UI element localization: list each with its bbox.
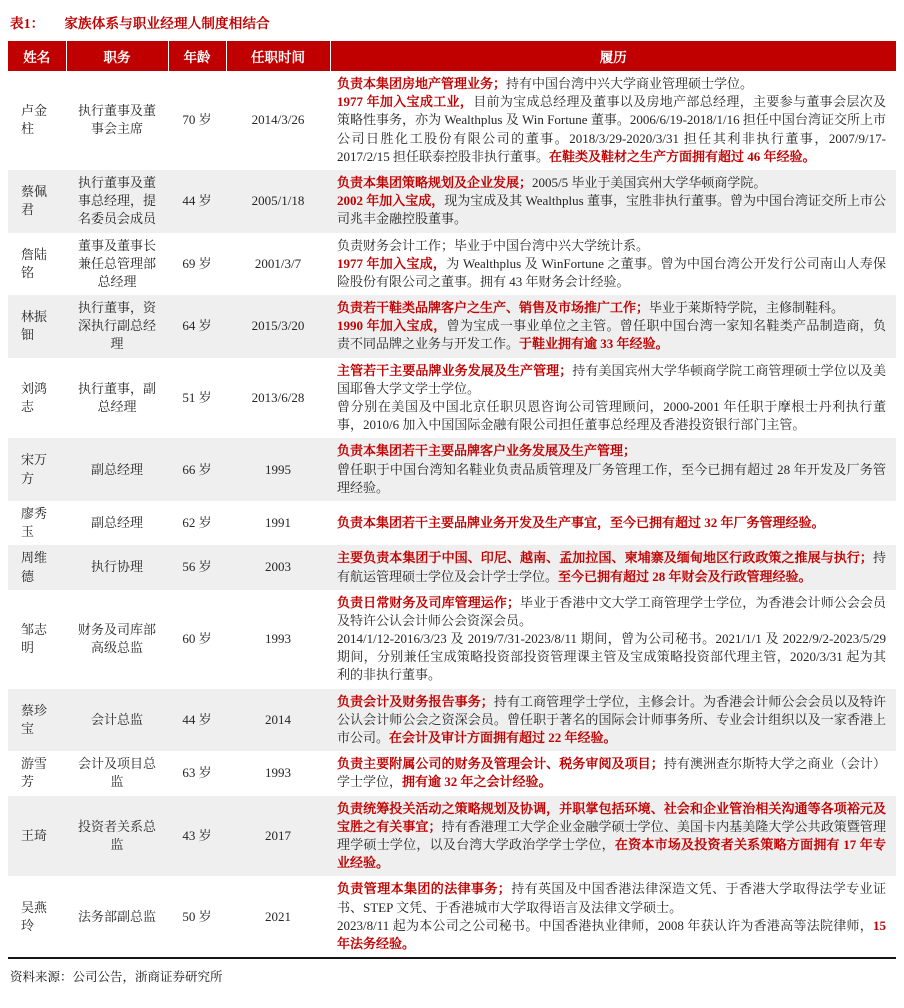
bio-segment: 负责本集团策略规划及企业发展； [337,174,533,190]
source-note: 资料来源：公司公告，浙商证券研究所 [10,970,223,985]
bio-paragraph [337,362,886,398]
name-cell: 刘鸿志 [21,380,48,414]
bio-segment: 毕业于莱斯特学院，主修制鞋科。 [649,300,845,316]
bio-cell [330,170,896,233]
table-number-label: 表1： [10,16,45,31]
bio-segment: 持有航运管理硕士学位及会计学士学位。 [337,550,886,584]
age-cell: 51 岁 [182,389,212,405]
tenure-cell: 1993 [265,631,291,647]
bio-segment: 至今已拥有超过 28 年财会及行政管理经验。 [558,568,812,584]
bio-paragraph [337,442,886,460]
age-cell: 56 岁 [182,559,212,575]
tenure-cell: 2014 [265,711,291,727]
bio-paragraph [337,299,886,317]
position-cell: 执行董事及董事总经理，提名委员会成员 [77,174,156,227]
bio-paragraph [337,693,886,748]
bio-paragraph [337,800,886,873]
position-cell: 财务及司库部高级总监 [77,621,156,656]
tenure-cell: 2017 [265,827,291,843]
age-cell: 63 岁 [182,765,212,781]
table-row [8,71,896,170]
bio-segment: 主要负责本集团于中国、印尼、越南、孟加拉国、柬埔寨及缅甸地区行政政策之推展与执行； [337,550,873,566]
bio-paragraph [337,549,886,585]
bio-segment: 负责若干鞋类品牌客户之生产、销售及市场推广工作； [337,300,650,316]
tenure-cell: 1991 [265,515,291,531]
table-body [8,71,896,958]
age-cell: 66 岁 [182,461,212,477]
name-cell: 林振钿 [21,309,48,343]
bio-segment: 负责本集团若干主要品牌业务开发及生产事宜，至今已拥有超过 32 年厂务管理经验。 [337,515,825,531]
bio-cell [330,233,896,296]
bio-segment: 负责会计及财务报告事务； [337,693,494,709]
bio-paragraph [337,174,886,192]
name-cell: 蔡佩君 [21,184,48,218]
position-cell: 董事及董事长兼任总管理部总经理 [77,237,156,289]
executives-table [8,41,896,959]
bio-cell [330,796,896,877]
bio-segment: 持有香港理工大学企业金融学硕士学位、美国卡内基美隆大学公共政策暨管理理学硕士学位，以及台湾大学政治学学士学位， [337,818,886,852]
bio-segment: 在资本市场及投资者关系策略方面拥有 17 年专业经验。 [337,836,886,871]
column-header-tenure: 任职时间 [226,41,330,71]
bio-paragraph [337,630,886,685]
age-cell: 60 岁 [182,631,212,647]
header-row [8,41,896,71]
bio-segment: 拥有逾 32 年之会计经验。 [402,774,552,790]
bio-paragraph [337,75,886,93]
bio-segment: 2005/5 毕业于美国宾州大学华顿商学院。 [532,174,767,190]
table-title [8,8,896,41]
bio-segment: 持有英国及中国香港法律深造文凭、于香港大学取得法学专业证书、STEP 文凭、于香港城市大学取得语言及法律文学硕士。 [337,881,886,915]
table-row [8,438,896,501]
bio-cell [330,501,896,545]
name-cell: 廖秀玉 [21,505,48,540]
bio-paragraph [337,93,886,166]
bio-segment: 持有中国台湾中兴大学商业管理硕士学位。 [506,76,754,91]
table-row [8,751,896,795]
table-row [8,295,896,358]
bio-segment: 毕业于香港中文大学工商管理学士学位，为香港会计师公会会员及特许公认会计师公会资深会员。 [337,594,886,628]
name-cell: 蔡珍宝 [21,702,48,736]
bio-paragraph [337,917,886,953]
age-cell: 70 岁 [182,112,212,128]
bio-cell [330,590,896,689]
age-cell: 44 岁 [182,711,212,727]
bio-segment: 负责主要附属公司的财务及管理会计、税务审阅及项目； [337,756,664,772]
bio-paragraph [337,461,886,497]
name-cell: 周维德 [21,550,48,584]
table-row [8,233,896,296]
age-cell: 50 岁 [182,908,212,924]
bio-segment: 2014/1/12-2016/3/23 及 2019/7/31-2023/8/11 期间，曾为公司秘书。2021/1/1 及 2022/9/2-2023/5/29 期间，分别兼任宝成策略投资部投资管理课主管及宝成策略投资部代理主管，2020/3/31 起为其利的非执行董事。 [337,631,886,683]
position-cell: 副总经理 [90,515,143,531]
bio-segment: 曾为宝成一事业单位之主管。曾任职中国台湾一家知名鞋类产品制造商，负责不同品牌之业务与开发工作。 [337,318,886,352]
bio-segment: 为 Wealthplus 及 WinFortune 之董事。曾为中国台湾公开发行公司南山人寿保险股份有限公司之董事。拥有 43 年财务会计经验。 [337,255,886,289]
bio-cell [330,295,896,358]
table-row [8,796,896,877]
bio-cell [330,876,896,958]
age-cell: 44 岁 [182,193,212,209]
bio-segment: 在会计及审计方面拥有超过 22 年经验。 [389,730,617,745]
bio-paragraph [337,255,886,291]
bio-paragraph [337,398,886,434]
bio-segment: 负责日常财务及司库管理运作； [337,594,520,610]
age-cell: 62 岁 [182,515,212,531]
bio-segment: 持有澳洲查尔斯特大学之商业（会计）学士学位， [337,756,886,790]
bio-segment: 1977 年加入宝成， [337,255,447,271]
table-title-text: 家族体系与职业经理人制度相结合 [64,16,270,31]
bio-paragraph [337,755,886,791]
tenure-cell: 2014/3/26 [251,112,305,128]
tenure-cell: 1993 [265,765,291,781]
age-cell: 64 岁 [182,318,212,334]
bio-segment: 于鞋业拥有逾 33 年经验。 [519,336,669,352]
column-header-age: 年龄 [168,41,226,71]
bio-segment: 目前为宝成总经理及董事以及房地产部总经理，主要参与董事会层次及策略性事务，亦为 Wealthplus 及 Win Fortune 董事。2006/6/19-2018/1/16 担任中国台湾证交所上市公司日胜化工股份有限公司的董事。2018/3/29-2020/3/31 担任其利非执行董事，2007/9/17-2017/2/15 担任联泰控股非执行董事。 [337,94,886,164]
position-cell: 法务部副总监 [77,908,156,924]
bio-cell [330,358,896,439]
name-cell: 邹志明 [21,621,48,656]
bio-segment: 负责财务会计工作；毕业于中国台湾中兴大学统计系。 [337,237,650,253]
position-cell: 会计总监 [90,711,143,727]
name-cell: 吴燕玲 [21,899,48,933]
bio-cell [330,71,896,170]
table-row [8,545,896,589]
position-cell: 投资者关系总监 [77,818,156,852]
age-cell: 43 岁 [182,827,212,843]
bio-cell [330,545,896,589]
tenure-cell: 2005/1/18 [251,193,305,209]
bio-cell [330,689,896,752]
bio-segment: 负责统筹投关活动之策略规划及协调，并职掌包括环境、社会和企业管治相关沟通等各项裕元及宝胜之有关事宜； [337,800,886,834]
bio-segment: 负责本集团若干主要品牌客户业务发展及生产管理； [337,443,637,459]
bio-segment: 曾分别在美国及中国北京任职贝恩咨询公司管理顾问，2000-2001 年任职于摩根士丹利执行董事，2010/6 加入中国国际金融有限公司担任董事总经理及香港投资银行部门主管。 [337,399,886,433]
bio-paragraph [337,317,886,353]
table-row [8,876,896,958]
position-cell: 执行协理 [90,559,143,575]
table-row [8,590,896,689]
bio-segment: 持有美国宾州大学华顿商学院工商管理硕士学位以及美国耶鲁大学文学士学位。 [337,362,886,396]
bio-segment: 在鞋类及鞋材之生产方面拥有超过 46 年经验。 [548,148,816,164]
bio-segment: 1977 年加入宝成工业， [337,94,474,110]
bio-segment: 负责管理本集团的法律事务； [337,881,511,897]
bio-paragraph [337,880,886,916]
bio-segment: 1990 年加入宝成， [337,318,447,334]
table-row [8,170,896,233]
table-row [8,358,896,439]
bio-paragraph [337,192,886,228]
column-header-name: 姓名 [8,41,66,71]
name-cell: 王琦 [21,827,48,843]
position-cell: 执行董事及董事会主席 [77,103,156,137]
bio-paragraph [337,514,886,532]
bio-segment: 主管若干主要品牌业务发展及生产管理； [337,362,573,378]
name-cell: 宋万方 [21,452,48,486]
position-cell: 会计及项目总监 [77,756,156,790]
bio-paragraph [337,594,886,630]
name-cell: 游雪芳 [21,756,48,790]
tenure-cell: 1995 [265,461,291,477]
tenure-cell: 2003 [265,559,291,575]
position-cell: 执行董事，副总经理 [77,380,156,414]
bio-cell [330,751,896,795]
tenure-cell: 2001/3/7 [254,255,302,271]
tenure-cell: 2013/6/28 [251,389,305,405]
bio-segment: 2023/8/11 起为本公司之公司秘书。中国香港执业律师，2008 年获认许为香港高等法院律师， [337,917,873,933]
table-row [8,689,896,752]
bio-segment: 持有工商管理学士学位，主修会计。为香港会计师公会会员以及特许公认会计师公会之资深会员。曾任职于著名的国际会计师事务所、专业会计组织以及一家香港上市公司。 [337,693,886,745]
tenure-cell: 2015/3/20 [251,318,305,334]
bio-paragraph [337,237,886,255]
bio-segment: 负责本集团房地产管理业务； [337,76,507,91]
column-header-position: 职务 [66,41,168,71]
table-header [8,41,896,71]
position-cell: 副总经理 [90,461,143,477]
bio-cell [330,438,896,501]
table-row [8,501,896,545]
bio-segment: 15 年法务经验。 [337,917,886,951]
age-cell: 69 岁 [182,255,212,271]
bio-segment: 现为宝成及其 Wealthplus 董事，宝胜非执行董事。曾为中国台湾证交所上市公司兆丰金融控股董事。 [337,193,886,227]
column-header-bio: 履历 [330,41,896,71]
name-cell: 詹陆铭 [21,246,48,280]
bio-segment: 曾任职于中国台湾知名鞋业负责品质管理及厂务管理工作，至今已拥有超过 28 年开发及厂务管理经验。 [337,461,886,495]
bio-segment: 2002 年加入宝成， [337,193,445,209]
tenure-cell: 2021 [265,908,291,924]
name-cell: 卢金柱 [21,103,48,137]
position-cell: 执行董事，资深执行副总经理 [77,300,156,352]
